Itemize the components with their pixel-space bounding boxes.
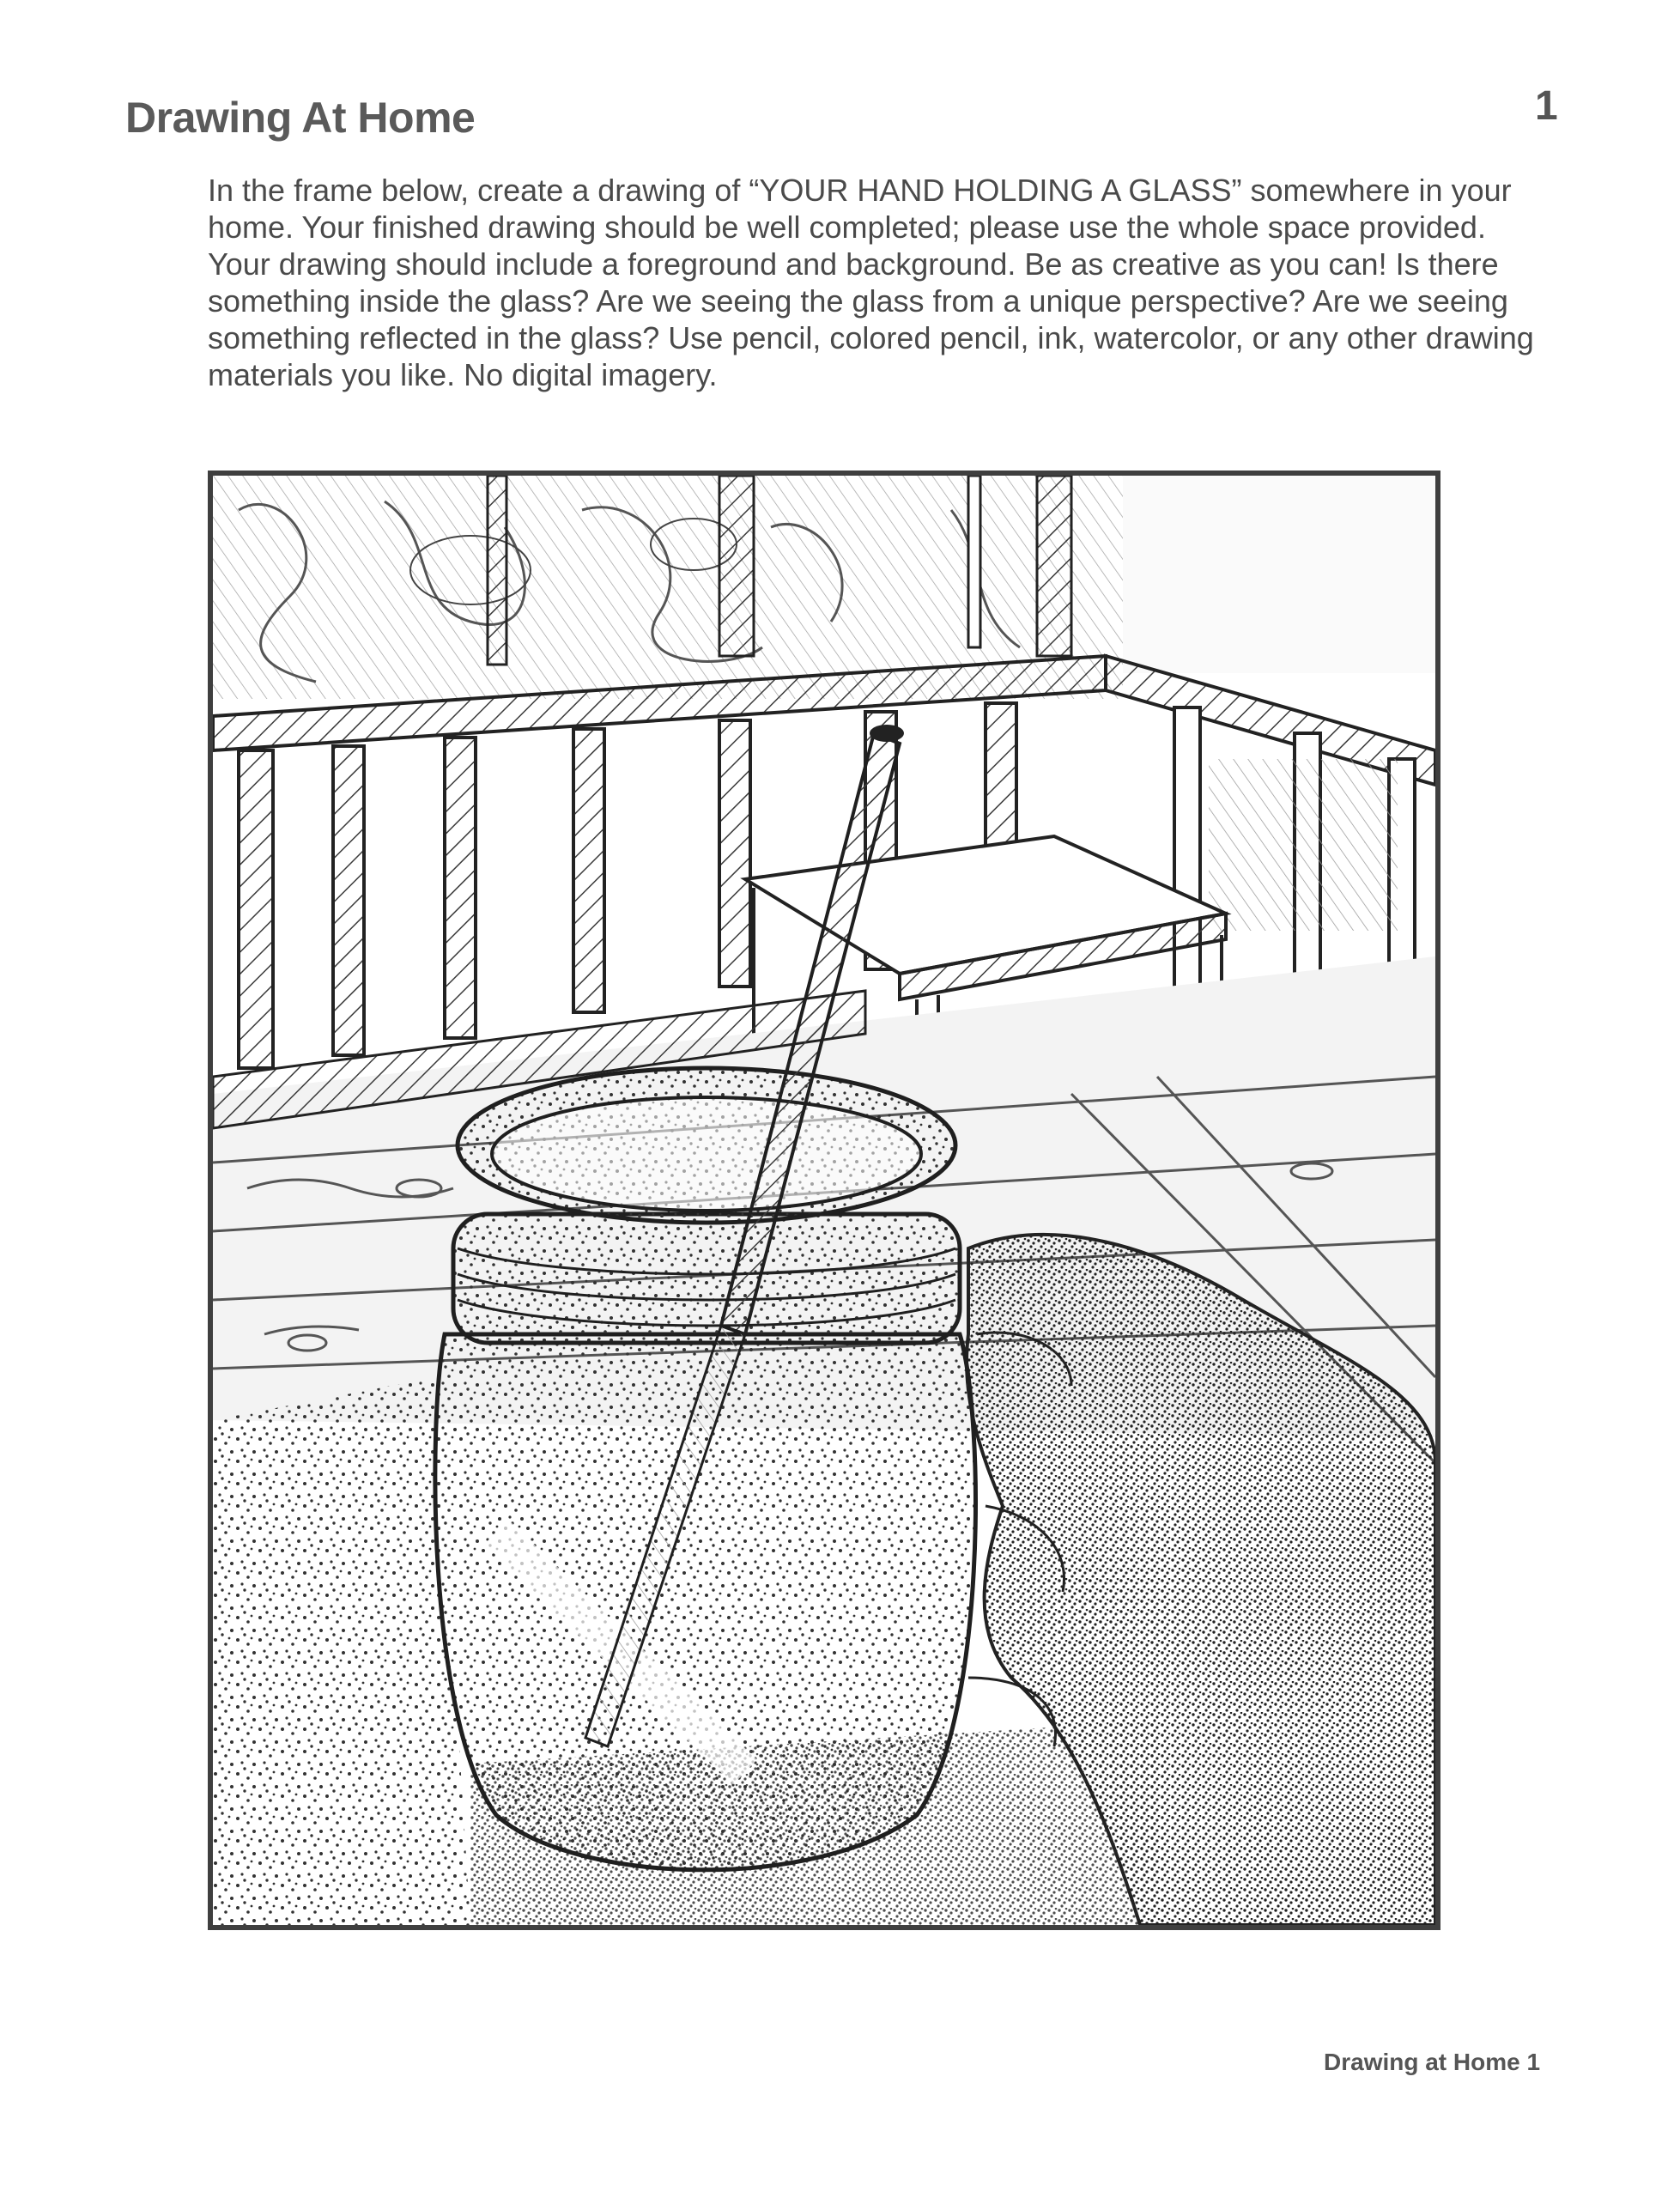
page-footer: Drawing at Home 1	[1324, 2049, 1541, 2075]
hand-drawn-illustration	[213, 476, 1435, 1925]
page-title: Drawing At Home	[125, 94, 476, 142]
page-number: 1	[1535, 83, 1558, 129]
instructions-text: In the frame below, create a drawing of “YOUR HAND HOLDING A GLASS” somewhere in your home. Your finished drawing should be well completed; please use the whole space provided. Your drawing should include a foreground and background. Be as creative as you can! Is there something inside the glass? Are we seeing the glass from a unique perspective? Are we seeing something reflected in the glass? Use pencil, colored pencil, ink, watercolor, or any other drawing materials you like. No digital imagery.	[208, 173, 1534, 392]
mason-jar	[435, 1068, 976, 1870]
drawing-frame	[208, 471, 1440, 1930]
foreground-stipple	[213, 1377, 470, 1925]
background-trees	[213, 476, 1435, 699]
